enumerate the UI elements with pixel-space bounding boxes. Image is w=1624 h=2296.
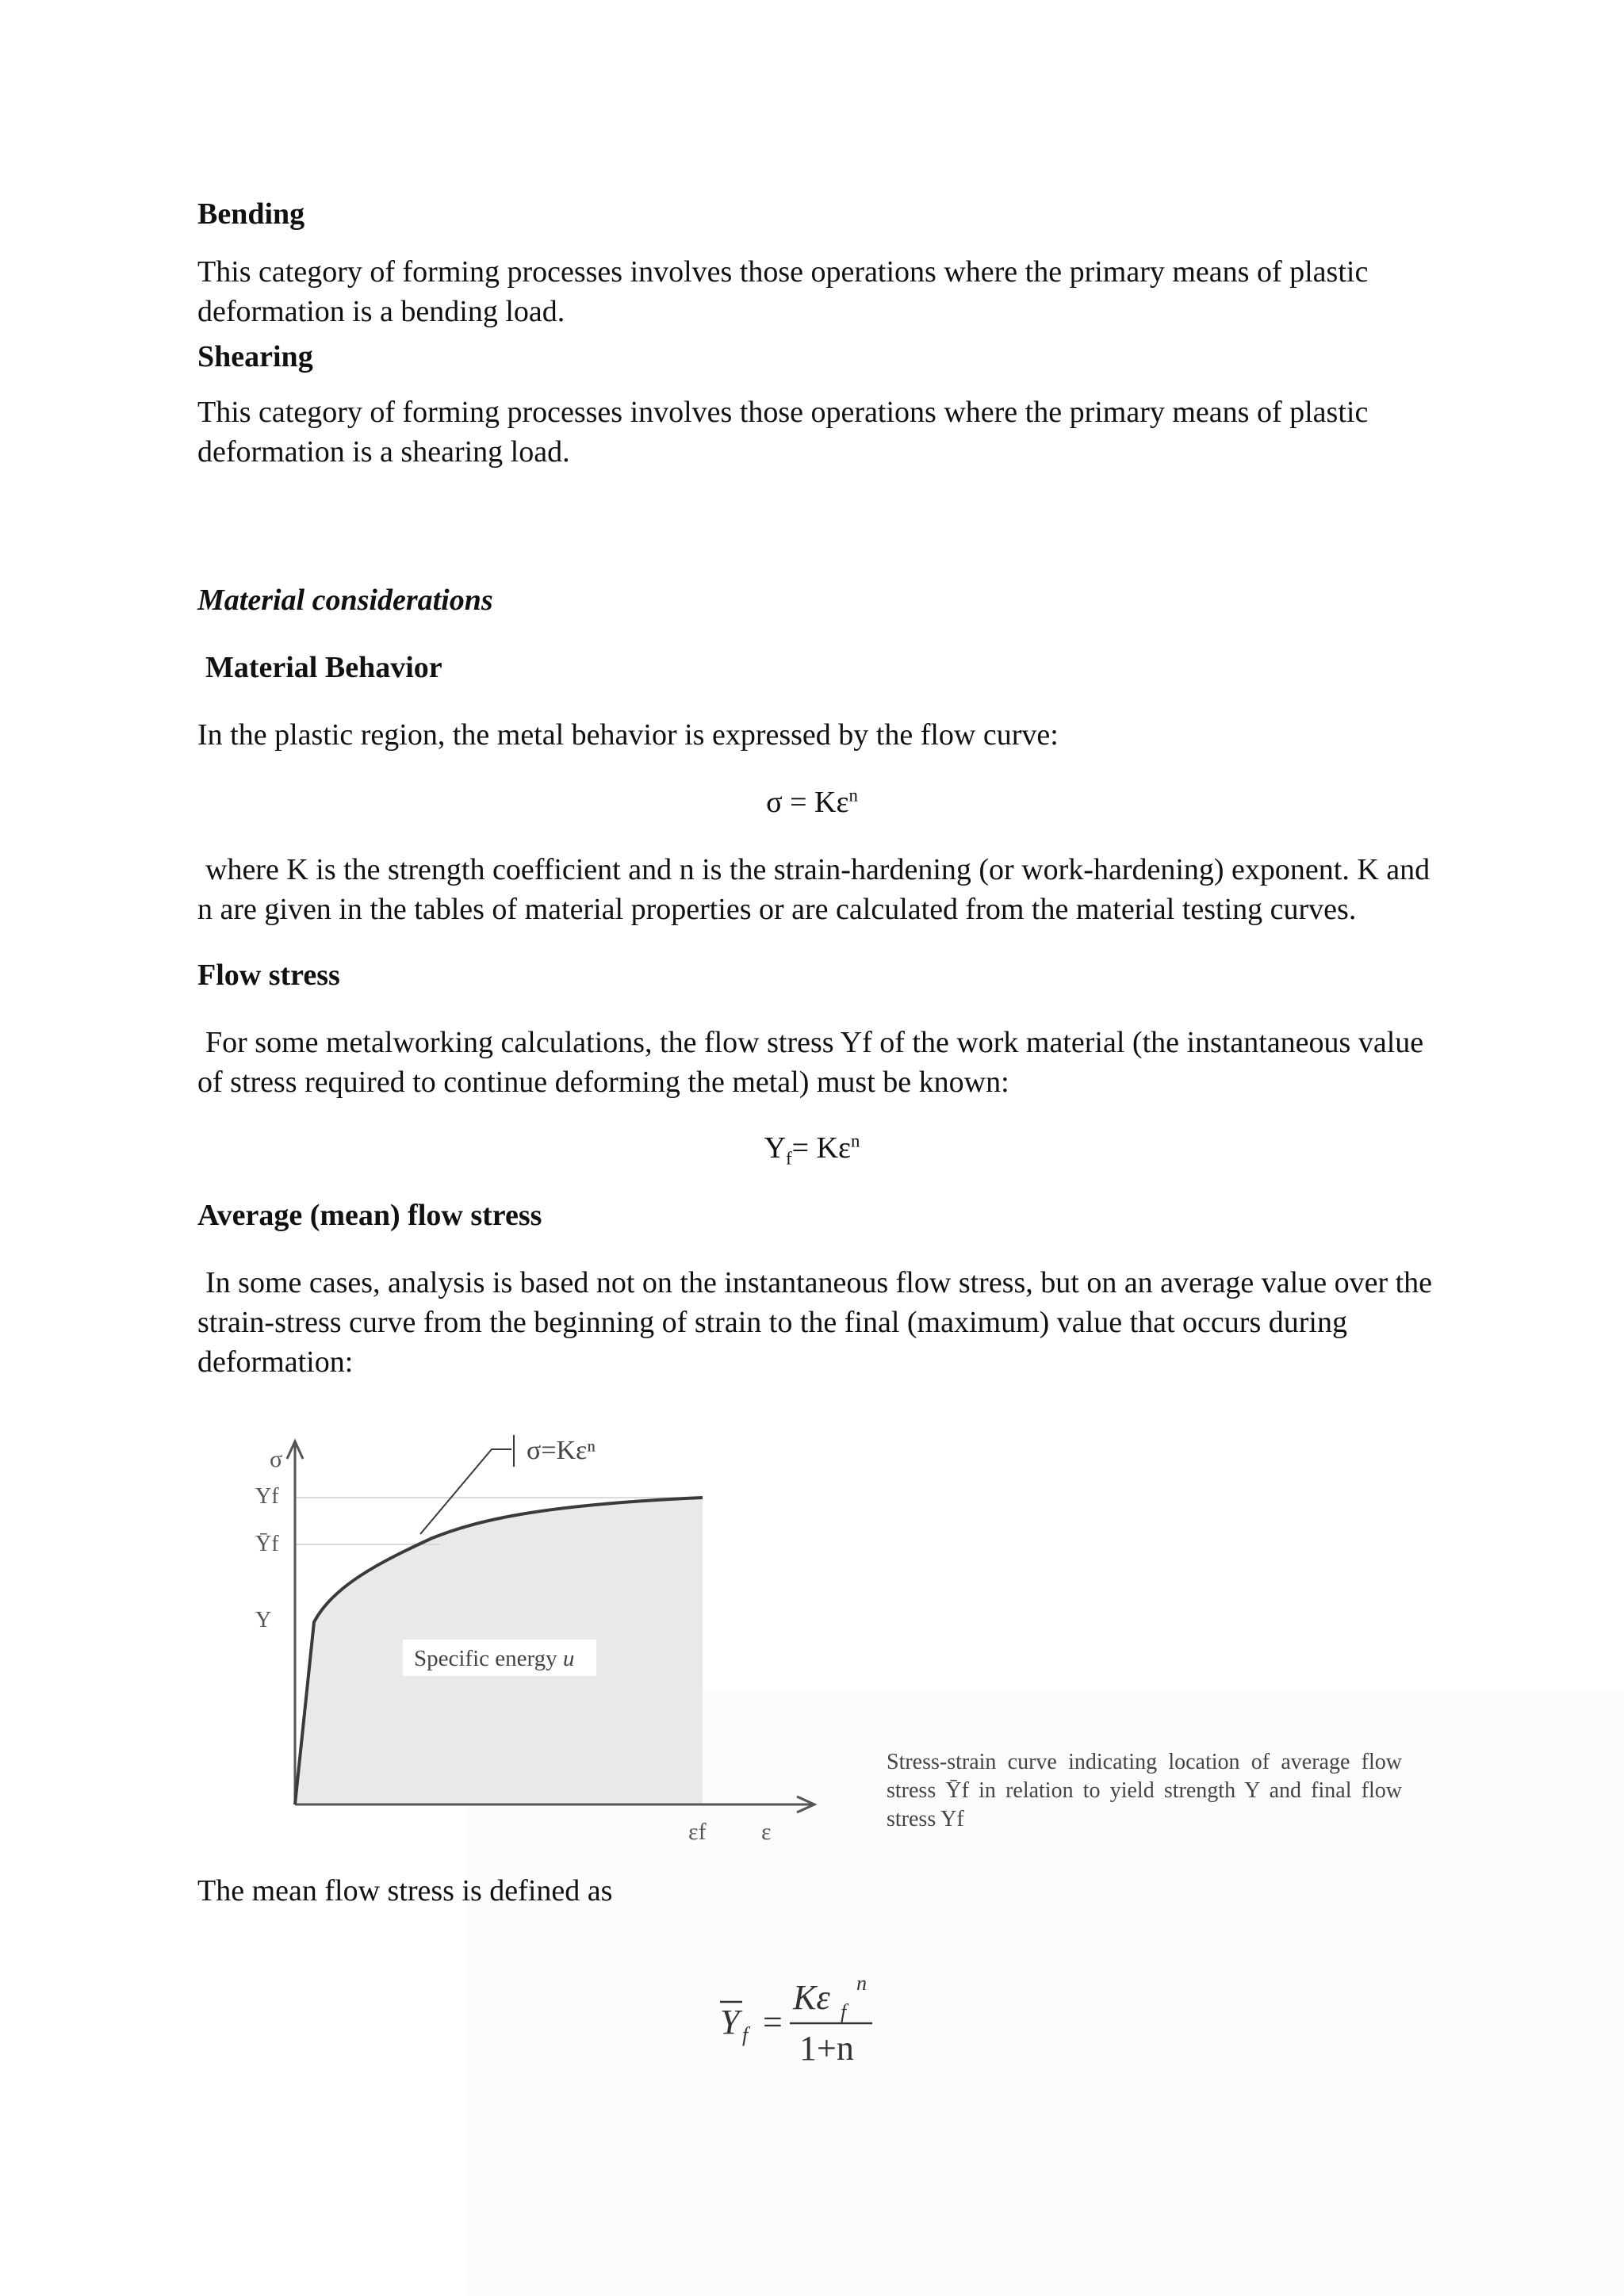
area-label-variable: u [562, 1646, 575, 1671]
paragraph-strength-coefficient: where K is the strength coefficient and n is the strain-hardening (or work-hardening) exponent. K and n are given in the tables of material properties or are calculated from the material testing curves. [197, 853, 1431, 926]
formula-numerator-sub: f [841, 2000, 847, 2023]
tick-y: Y [255, 1608, 272, 1632]
equation-flow-curve-base: σ = Kε [766, 786, 849, 819]
tick-yf: Yf [255, 1484, 279, 1509]
formula-numerator-exp: n [856, 1972, 867, 1995]
area-label-text: Specific energy [414, 1646, 557, 1671]
paragraph-flow-stress: For some metalworking calculations, the flow stress Yf of the work material (the instantaneous value of stress required to continue deforming the metal) must be known: [197, 1026, 1424, 1099]
equation-flow-stress-rhs: = Kε [791, 1131, 851, 1165]
mean-flow-stress-formula [714, 1966, 904, 2077]
paragraph-average-flow-stress: In some cases, analysis is based not on the instantaneous flow stress, but on an average value over the strain-stress curve from the beginning of strain to the final (maximum) value that occurs during deformation: [197, 1266, 1433, 1379]
formula-numerator: Kε [793, 1978, 830, 2017]
paragraph-mean-flow-stress: The mean flow stress is defined as [197, 1874, 613, 1908]
x-axis-label: ε [761, 1819, 772, 1845]
equation-flow-stress-sub: f [786, 1148, 792, 1169]
heading-material-behavior: Material Behavior [205, 651, 442, 684]
y-axis-label: σ [270, 1446, 283, 1472]
formula-lhs-sub: f [742, 2023, 749, 2046]
area-label [414, 1646, 574, 1671]
equation-flow-stress-exponent: n [850, 1131, 860, 1151]
heading-bending: Bending [197, 197, 305, 231]
heading-average-flow-stress: Average (mean) flow stress [197, 1199, 542, 1232]
heading-flow-stress: Flow stress [197, 959, 340, 992]
equation-flow-stress-y: Y [764, 1131, 787, 1165]
equation-flow-curve [0, 783, 1624, 822]
paragraph-flow-curve-intro: In the plastic region, the metal behavior is expressed by the flow curve: [197, 718, 1059, 752]
heading-material-considerations: Material considerations [197, 584, 493, 617]
equation-flow-stress [0, 1128, 1624, 1168]
figure-caption: Stress-strain curve indicating location of average flow stress Ȳf in relation to yield strength Y and final flow stress Yf [887, 1750, 1402, 1831]
paragraph-bending: This category of forming processes involves those operations where the primary means of plastic deformation is a bending load. [197, 255, 1369, 328]
heading-shearing: Shearing [197, 340, 313, 373]
tick-ybar: Ȳf [255, 1532, 279, 1556]
formula-lhs: Y [720, 2003, 740, 2042]
curve-equation-label: σ=Kεⁿ [527, 1436, 596, 1465]
paragraph-shearing: This category of forming processes involves those operations where the primary means of plastic deformation is a shearing load. [197, 396, 1369, 469]
equation-flow-curve-exponent: n [848, 785, 858, 806]
tick-ef: εf [688, 1819, 707, 1845]
stress-strain-figure [230, 1427, 848, 1855]
formula-denominator: 1+n [799, 2029, 854, 2068]
formula-equals: = [763, 2003, 783, 2042]
